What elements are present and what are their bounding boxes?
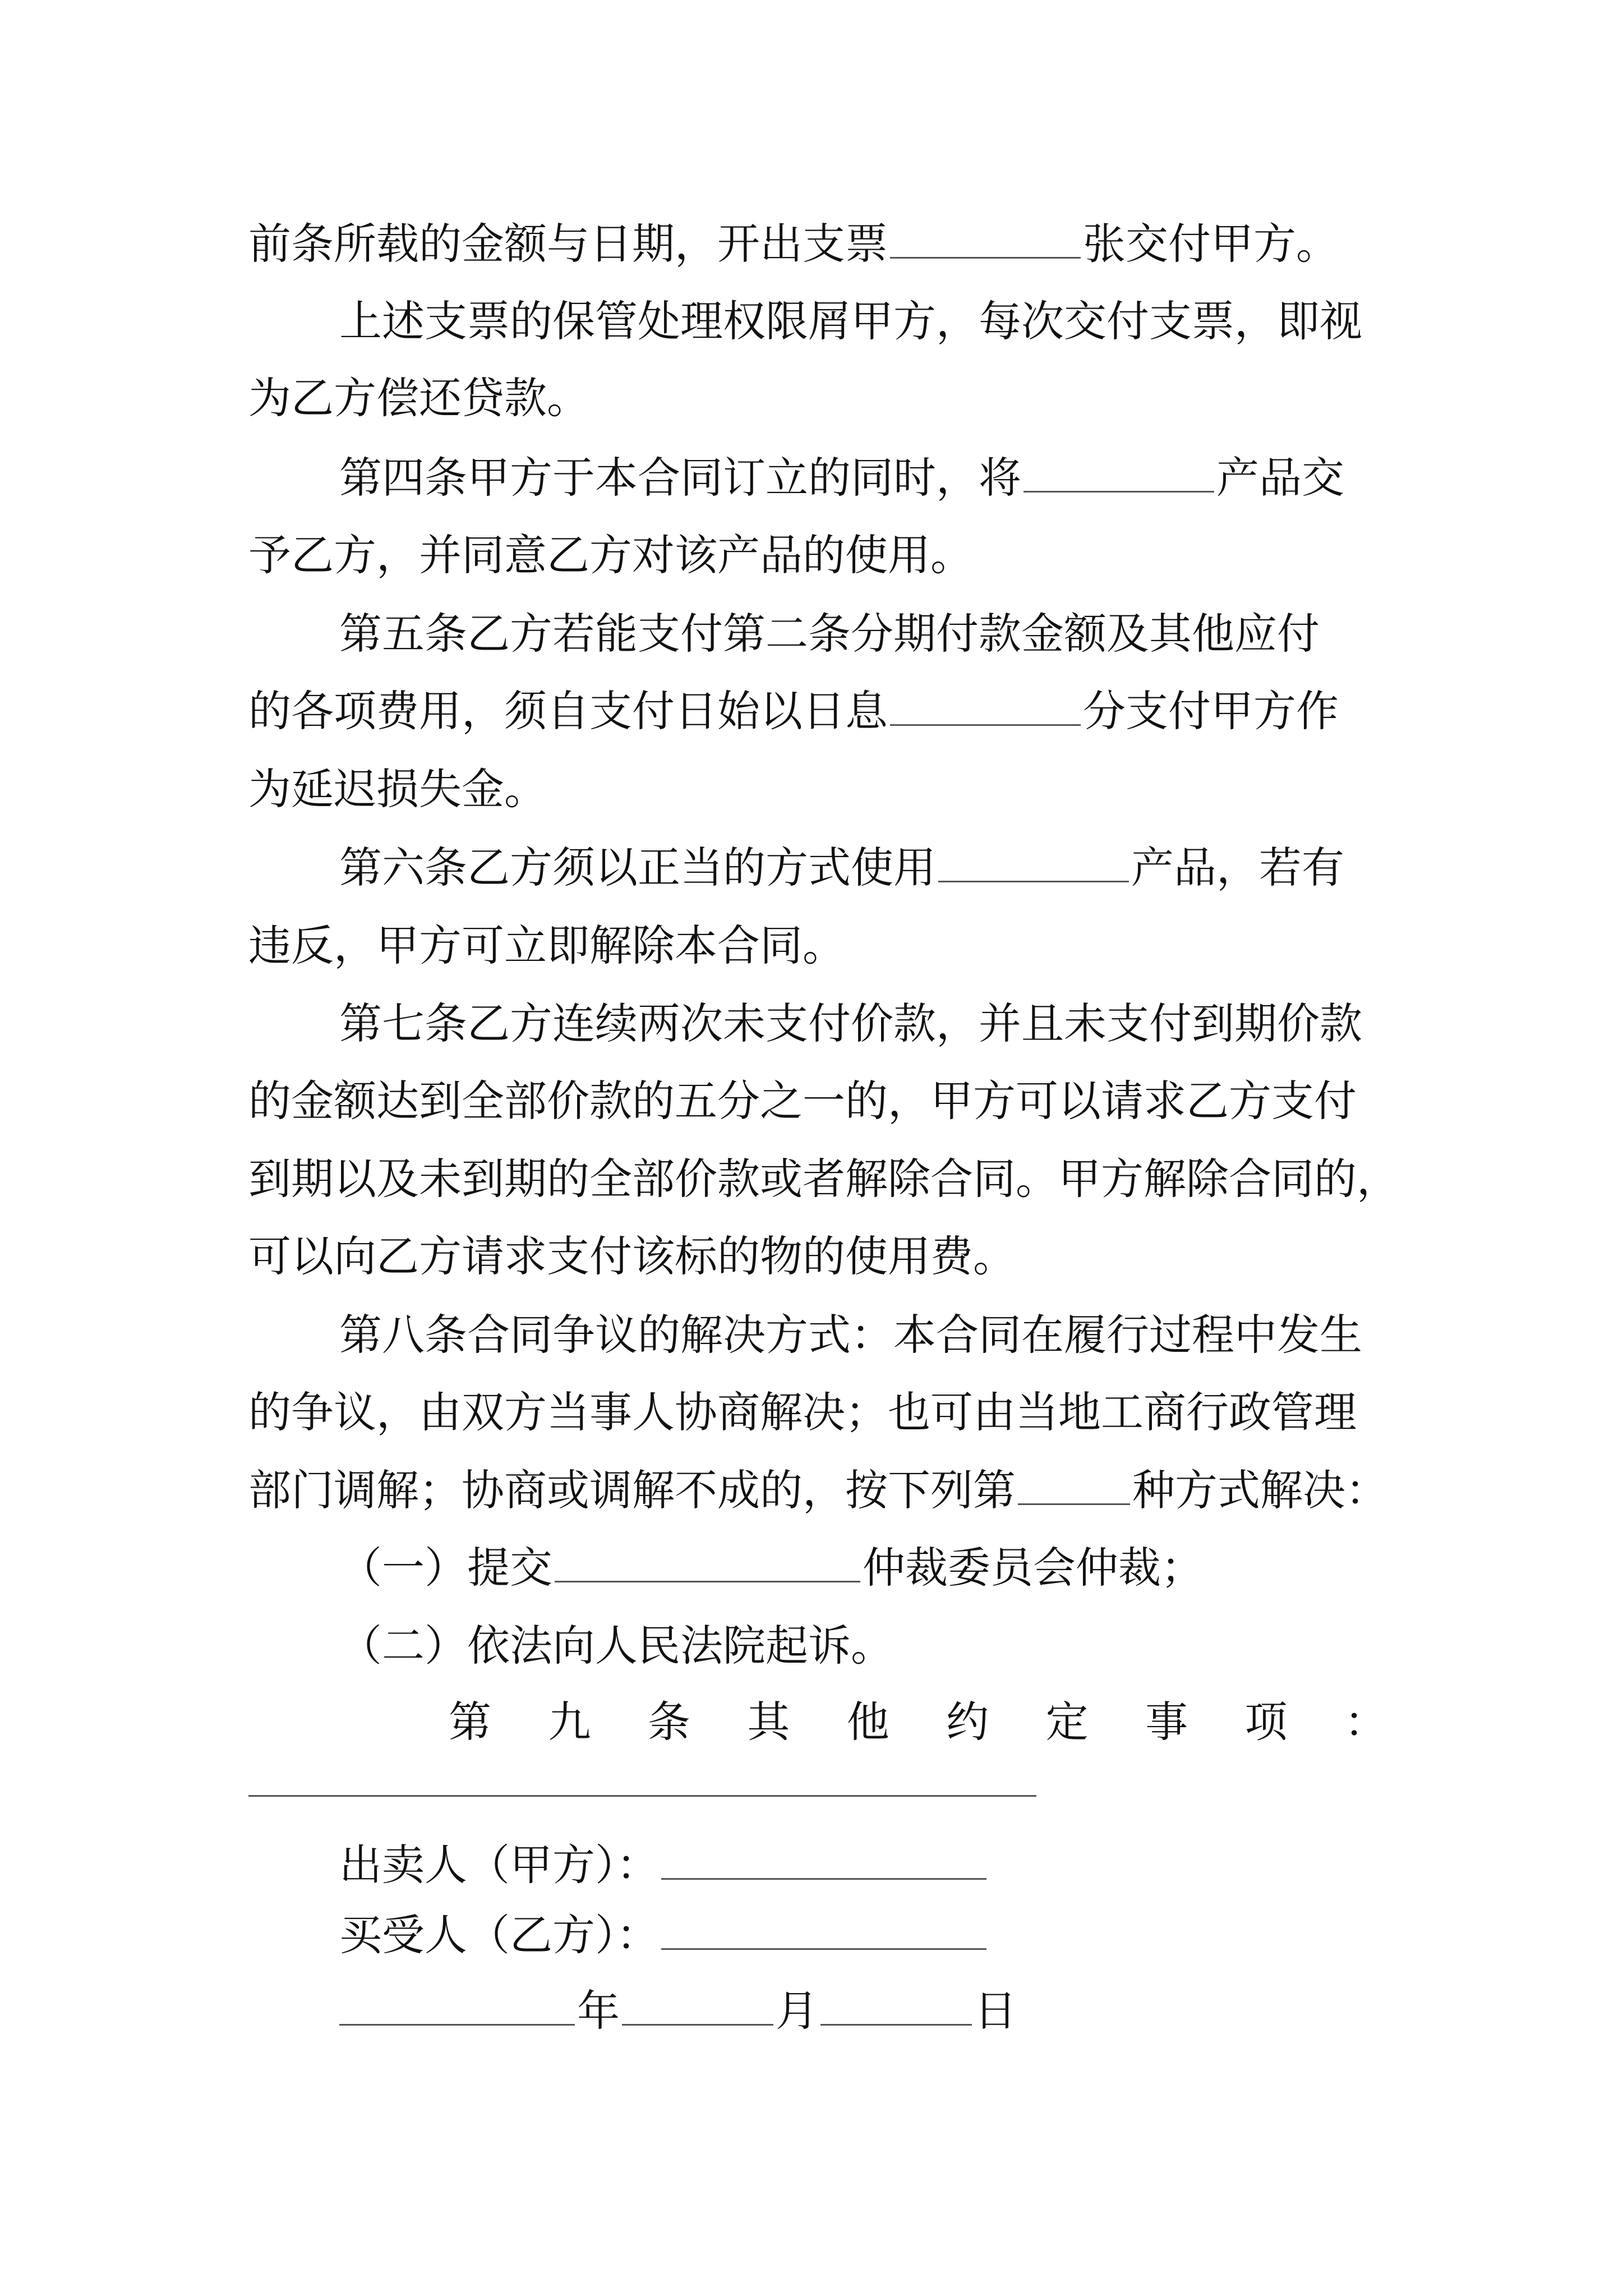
paragraph-line (339, 606, 1387, 662)
fill-in-blank[interactable] (890, 689, 1081, 726)
paragraph-line (339, 293, 1387, 349)
text-segment: 产品，若有 (1131, 843, 1344, 892)
heading-char: 第 (449, 1697, 491, 1747)
text-segment: 分支付甲方作 (1083, 686, 1339, 736)
paragraph-line (248, 527, 1387, 583)
fill-in-blank[interactable] (938, 846, 1129, 882)
paragraph-line (248, 1151, 1399, 1207)
text-segment: 的各项费用，须自支付日始以日息 (248, 686, 888, 736)
year-label: 年 (577, 1986, 620, 2036)
text-segment: 部门调解；协商或调解不成的，按下列第 (248, 1465, 1016, 1515)
text-segment: 第六条乙方须以正当的方式使用 (339, 843, 936, 892)
heading-char: 其 (747, 1697, 790, 1747)
text-segment: （二）依法向人民法院起诉。 (339, 1621, 893, 1671)
paragraph-line (248, 1384, 1387, 1441)
text-segment: 第七条乙方连续两次未支付价款，并且未支付到期价款 (339, 999, 1362, 1048)
heading-char: 事 (1145, 1697, 1188, 1747)
text-segment: 第八条合同争议的解决方式：本合同在履行过程中发生 (339, 1310, 1362, 1360)
heading-char: 他 (846, 1697, 889, 1747)
paragraph-line (339, 840, 1387, 896)
heading-char: 约 (946, 1697, 989, 1747)
buyer-signature-line (339, 1907, 1387, 1963)
heading-char: ： (1344, 1697, 1387, 1747)
buyer-label: 买受人（乙方）： (339, 1910, 659, 1960)
text-segment: 上述支票的保管处理权限屑甲方，每次交付支票，即视 (339, 296, 1362, 346)
other-terms-blank[interactable] (248, 1795, 1036, 1797)
paragraph-line (339, 996, 1387, 1052)
heading-char: 九 (548, 1697, 591, 1747)
text-segment: 的金额达到全部价款的五分之一的，甲方可以请求乙方支付 (248, 1076, 1357, 1126)
heading-char: 条 (647, 1697, 690, 1747)
fill-in-blank[interactable] (555, 1546, 860, 1582)
fill-in-blank[interactable] (1018, 1469, 1130, 1505)
month-label: 月 (776, 1986, 818, 2036)
paragraph-line (248, 1228, 1387, 1285)
text-segment: 为延迟损失金。 (248, 764, 547, 814)
text-segment: （一）提交 (339, 1543, 552, 1593)
text-segment: 予乙方，并同意乙方对该产品的使用。 (248, 530, 973, 580)
paragraph-line (248, 216, 1387, 272)
seller-label: 出卖人（甲方）： (339, 1840, 659, 1890)
text-segment: 种方式解决： (1132, 1465, 1388, 1515)
paragraph-line (248, 1462, 1387, 1519)
text-segment: 可以向乙方请求支付该标的物的使用费。 (248, 1231, 1016, 1281)
paragraph-line (339, 1618, 1387, 1674)
paragraph-line (248, 370, 1387, 426)
paragraph-line (248, 918, 1387, 974)
paragraph-line (339, 450, 1387, 506)
text-segment: 的争议，由双方当事人协商解决；也可由当地工商行政管理 (248, 1387, 1357, 1437)
day-label: 日 (974, 1986, 1017, 2036)
text-segment: 前条所载的金额与日期，开出支票 (248, 219, 888, 269)
paragraph-line (339, 1540, 1387, 1596)
text-segment: 违反，甲方可立即解除本合同。 (248, 921, 845, 970)
paragraph-line (248, 761, 1387, 817)
paragraph-line (339, 1307, 1387, 1363)
text-segment: 第四条甲方于本合同订立的同时，将 (339, 453, 1021, 503)
seller-signature-blank[interactable] (661, 1843, 986, 1880)
paragraph-line (248, 1073, 1387, 1129)
year-blank[interactable] (339, 1989, 575, 2026)
month-blank[interactable] (622, 1989, 773, 2026)
heading-char: 项 (1244, 1697, 1288, 1747)
day-blank[interactable] (820, 1989, 972, 2026)
seller-signature-line (339, 1837, 1387, 1893)
text-segment: 到期以及未到期的全部价款或者解除合同。甲方解除合同的， (248, 1154, 1399, 1204)
text-segment: 张交付甲方。 (1083, 219, 1339, 269)
text-segment: 为乙方偿还贷款。 (248, 373, 589, 423)
heading-char: 定 (1045, 1697, 1089, 1747)
fill-in-blank[interactable] (1023, 456, 1214, 493)
buyer-signature-blank[interactable] (661, 1913, 986, 1950)
text-segment: 第五条乙方若能支付第二条分期付款金额及其他应付 (339, 609, 1320, 659)
date-line (339, 1983, 1387, 2039)
text-segment: 产品交 (1216, 453, 1344, 503)
paragraph-line (248, 683, 1387, 739)
text-segment: 仲裁委员会仲裁； (863, 1543, 1204, 1593)
article-nine-heading (449, 1694, 1387, 1750)
fill-in-blank[interactable] (890, 222, 1081, 259)
